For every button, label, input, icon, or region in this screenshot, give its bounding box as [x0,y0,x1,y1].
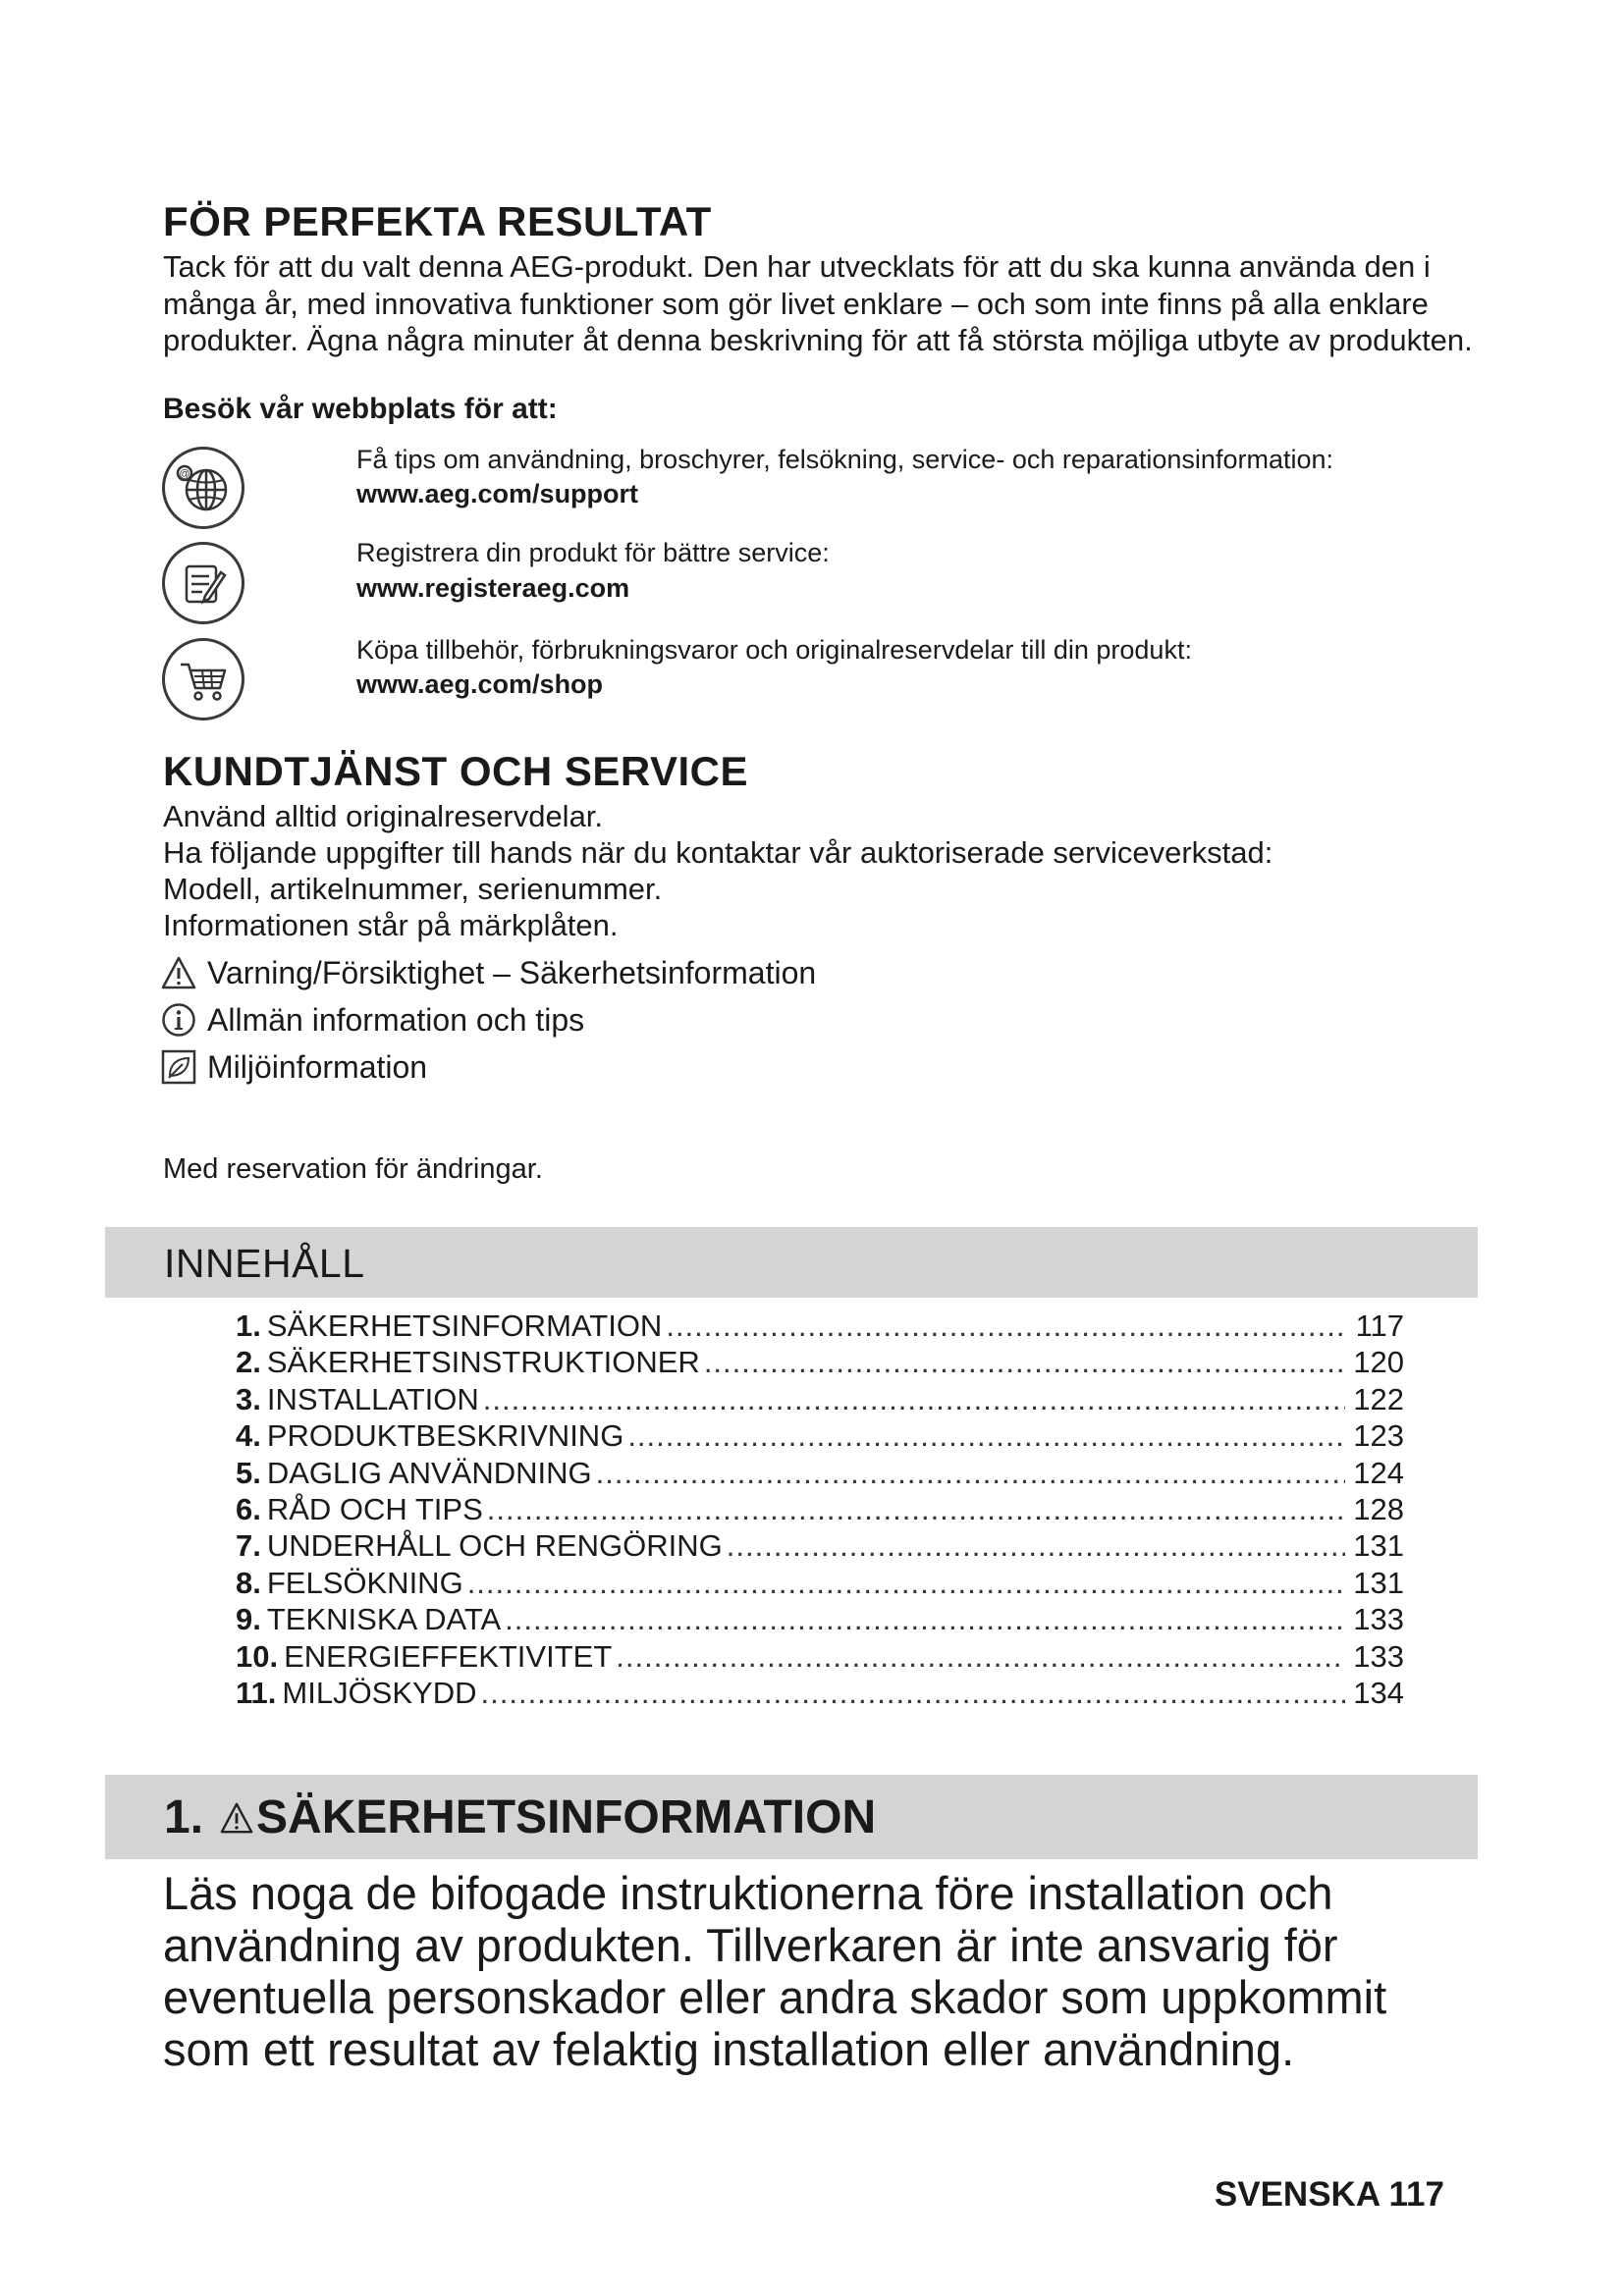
service-line-2: Ha följande uppgifter till hands när du kontaktar vår auktoriserade serviceverkstad: [163,835,1273,870]
safety-heading-number: 1. [164,1791,204,1843]
toc-entry-page: 128 [1353,1491,1404,1526]
safety-heading-title: SÄKERHETSINFORMATION [256,1791,877,1843]
toc-entry-page: 124 [1353,1455,1404,1490]
page-footer: SVENSKA 117 [1214,2175,1444,2214]
toc-entry-title: SÄKERHETSINFORMATION [266,1308,663,1343]
toc-leader [627,1418,1345,1454]
toc-entry-title: DAGLIG ANVÄNDNING [266,1455,592,1490]
link-support-url[interactable]: www.aeg.com/support [356,479,639,508]
toc-entry-title: MILJÖSKYDD [282,1675,477,1710]
link-shop-url[interactable]: www.aeg.com/shop [356,669,604,699]
toc-entry-number: 2. [236,1345,261,1380]
toc-entry-number: 10. [236,1638,279,1674]
toc-entry-title: PRODUKTBESKRIVNING [266,1418,624,1454]
toc-entry[interactable] [236,1308,1404,1345]
toc-entry[interactable] [236,1566,1404,1602]
legend-info-label: Allmän information och tips [207,1001,585,1038]
toc-entry-number: 6. [236,1491,261,1526]
visit-label: Besök vår webbplats för att: [163,393,558,425]
toc-entry-title: SÄKERHETSINSTRUKTIONER [266,1345,700,1380]
toc-entry-page: 120 [1353,1345,1404,1380]
toc-leader [483,1382,1345,1417]
service-line-4: Informationen står på märkplåten. [163,908,619,942]
toc-entry-number: 7. [236,1528,261,1564]
toc-entry[interactable] [236,1345,1404,1381]
toc-entry-page: 122 [1353,1381,1404,1416]
toc-entry-number: 1. [236,1308,261,1343]
toc-entry[interactable] [236,1456,1404,1492]
toc-entry[interactable] [236,1528,1404,1565]
toc-entry[interactable] [236,1602,1404,1638]
toc-entry-number: 9. [236,1602,261,1637]
section-heading-service: KUNDTJÄNST OCH SERVICE [163,748,748,794]
toc-entry-page: 133 [1353,1638,1404,1674]
toc-entry-page: 123 [1353,1418,1404,1454]
reservation-note: Med reservation för ändringar. [163,1153,543,1185]
info-icon [160,1001,197,1039]
toc-leader [481,1676,1346,1711]
toc-entry-number: 8. [236,1565,261,1600]
link-register-text: Registrera din produkt för bättre service: [356,538,830,567]
link-support-text: Få tips om användning, broschyrer, felsökning, service- och reparationsinformation: [356,445,1333,474]
globe-icon [162,447,244,529]
legend-environment [160,1048,427,1086]
toc-leader [505,1602,1345,1637]
toc-entry[interactable] [236,1382,1404,1418]
toc-entry-number: 4. [236,1418,261,1454]
toc-entry-page: 131 [1353,1565,1404,1600]
toc-leader [596,1456,1345,1491]
toc-entry-page: 133 [1353,1602,1404,1637]
toc-entry-number: 3. [236,1381,261,1416]
legend-environment-label: Miljöinformation [207,1048,428,1085]
safety-intro: Läs noga de bifogade instruktionerna före installation och användning av produkten. Tillverkaren är inte ansvarig för eventuella personskador eller andra skador som uppkommit som ett resultat av felaktig installation eller användning. [163,1867,1387,2075]
table-of-contents [236,1308,1404,1712]
leaf-icon [160,1048,197,1086]
link-register-url[interactable]: www.registeraeg.com [356,573,630,603]
toc-entry-number: 5. [236,1455,261,1490]
register-icon [162,542,244,624]
shopping-cart-icon [162,638,244,721]
warning-triangle-icon [160,954,197,991]
toc-heading-band [105,1227,1478,1298]
toc-entry[interactable] [236,1418,1404,1455]
section-heading-results: FÖR PERFEKTA RESULTAT [163,198,712,244]
toc-entry-title: UNDERHÅLL OCH RENGÖRING [266,1528,723,1564]
toc-leader [616,1639,1345,1675]
toc-leader [727,1528,1345,1564]
toc-leader [666,1308,1345,1344]
toc-entry-page: 117 [1355,1308,1404,1343]
toc-entry-title: RÅD OCH TIPS [266,1491,483,1526]
toc-entry-title: FELSÖKNING [266,1565,463,1600]
toc-entry-number: 11. [236,1675,277,1710]
toc-entry-page: 131 [1353,1528,1404,1564]
toc-entry-title: TEKNISKA DATA [266,1602,502,1637]
toc-heading: INNEHÅLL [164,1241,365,1286]
results-intro: Tack för att du valt denna AEG-produkt. Den har utvecklats för att du ska kunna använda den i många år, med innovativa funktioner som gör livet enklare – och som inte finns på alla enklare produkter. Ägna några minuter åt denna beskrivning för att få största möjliga utbyte av produkten. [163,249,1473,357]
toc-entry[interactable] [236,1639,1404,1676]
toc-entry-title: ENERGIEFFEKTIVITET [284,1638,613,1674]
toc-leader [487,1492,1345,1527]
toc-entry[interactable] [236,1676,1404,1712]
warning-triangle-icon [219,1801,254,1835]
safety-heading [164,1790,876,1844]
legend-info [160,1001,584,1039]
legend-warning-label: Varning/Försiktighet – Säkerhetsinformation [207,954,817,990]
toc-entry-title: INSTALLATION [266,1381,479,1416]
service-line-3: Modell, artikelnummer, serienummer. [163,872,663,906]
toc-leader [704,1345,1345,1380]
safety-heading-band [105,1775,1478,1859]
legend-warning [160,954,816,991]
link-shop-text: Köpa tillbehör, förbrukningsvaror och originalreservdelar till din produkt: [356,635,1192,665]
toc-entry-page: 134 [1353,1675,1404,1710]
service-line-1: Använd alltid originalreservdelar. [163,799,604,833]
toc-leader [467,1566,1345,1601]
svg-text:@: @ [179,468,190,480]
toc-entry[interactable] [236,1492,1404,1528]
